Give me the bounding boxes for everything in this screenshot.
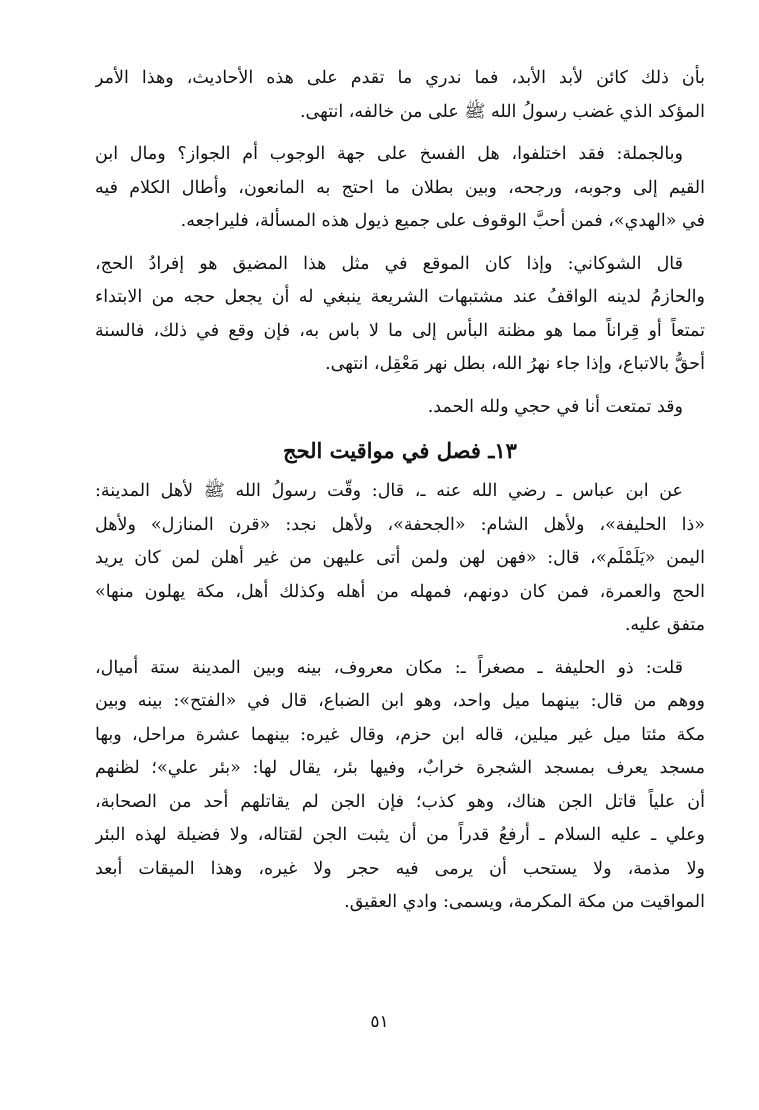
text-line: القيم إلى وجوبه، ورجحه، وبين بطلان ما احتج به المانعون، وأطال الكلام فيه	[95, 177, 705, 198]
text-line: بأن ذلك كائن لأبد الأبد، فما ندري ما تقدم على هذه الأحاديث، وهذا الأمر	[95, 68, 705, 88]
text-line: مسجد يعرف بمسجد الشجرة خرابٌ، وفيها بئر، يقال لها: «بئر علي»؛ لظنهم	[95, 758, 705, 778]
text-line: ولا مذمة، ولا يستحب أن يرمى فيه حجر ولا غيره، وهذا الميقات أبعد	[95, 858, 705, 879]
text-line: ووهم من قال: بينهما ميل واحد، وهو ابن الضباع، قال في «الفتح»: بينه وبين	[95, 691, 705, 711]
paragraph-5	[95, 475, 705, 643]
text-line: مكة مئتا ميل غير ميلين، قاله ابن حزم، وقال غيره: بينهما عشرة مراحل، وبها	[95, 724, 705, 745]
paragraph-3	[95, 248, 705, 382]
text-line: وعلي ـ عليه السلام ـ أرفعُ قدراً من أن يثبت الجن لقتاله، ولا فضيلة لهذه البئر	[95, 825, 705, 845]
paragraph-2	[95, 138, 705, 239]
text-line: في «الهدي»، فمن أحبَّ الوقوف على جميع ذيول هذه المسألة، فليراجعه.	[180, 211, 705, 231]
text-line: تمتعاً أو قِراناً مما هو مظنة البأس إلى ما لا باس به، فإن وقع في ذلك، فالسنة	[95, 320, 705, 341]
text-line: قلت: ذو الحليفة ـ مصغراً ـ: مكان معروف، بينه وبين المدينة ستة أميال،	[95, 657, 683, 678]
text-line: أن علياً قاتل الجن هناك، وهو كذب؛ فإن الجن لم يقاتلهم أحد من الصحابة،	[95, 791, 705, 812]
text-line: وقد تمتعت أنا في حجي ولله الحمد.	[427, 396, 683, 417]
page-body	[95, 62, 705, 929]
text-line: الحج والعمرة، فمن كان دونهم، فمهله من أهله وكذلك أهل، مكة يهلون منها»	[95, 581, 705, 602]
paragraph-6	[95, 652, 705, 920]
text-line: اليمن «يَلَمْلَم»، قال: «فهن لهن ولمن أتى عليهن من غير أهلن لمن كان يريد	[95, 548, 705, 568]
paragraph-4	[95, 391, 705, 425]
page-number: ٥١	[370, 1012, 389, 1032]
text-line: وبالجملة: فقد اختلفوا، هل الفسخ على جهة الوجوب أم الجواز؟ ومال ابن	[95, 144, 683, 164]
text-line: المؤكد الذي غضب رسولُ الله ﷺ على من خالفه، انتهى.	[299, 101, 705, 122]
text-line: قال الشوكاني: وإذا كان الموقع في مثل هذا المضيق هو إفرادُ الحج،	[95, 253, 683, 274]
text-line: متفق عليه.	[624, 615, 705, 635]
text-line: أحقُّ بالاتباع، وإذا جاء نهرُ الله، بطل نهر مَعْقِل، انتهى.	[325, 354, 705, 374]
text-line: والحازمُ لدينه الواقفُ عند مشتبهات الشريعة ينبغي له أن يجعل حجه من الابتداء	[95, 287, 705, 307]
paragraph-1	[95, 62, 705, 129]
text-line: عن ابن عباس ـ رضي الله عنه ـ، قال: وقّت رسولُ الله ﷺ لأهل المدينة:	[95, 481, 683, 501]
section-heading: ١٣ـ فصل في مواقيت الحج	[283, 438, 517, 463]
text-line: «ذا الحليفة»، ولأهل الشام: «الجحفة»، ولأهل نجد: «قرن المنازل» ولأهل	[95, 514, 705, 535]
text-line: المواقيت من مكة المكرمة، ويسمى: وادي العقيق.	[344, 892, 705, 912]
